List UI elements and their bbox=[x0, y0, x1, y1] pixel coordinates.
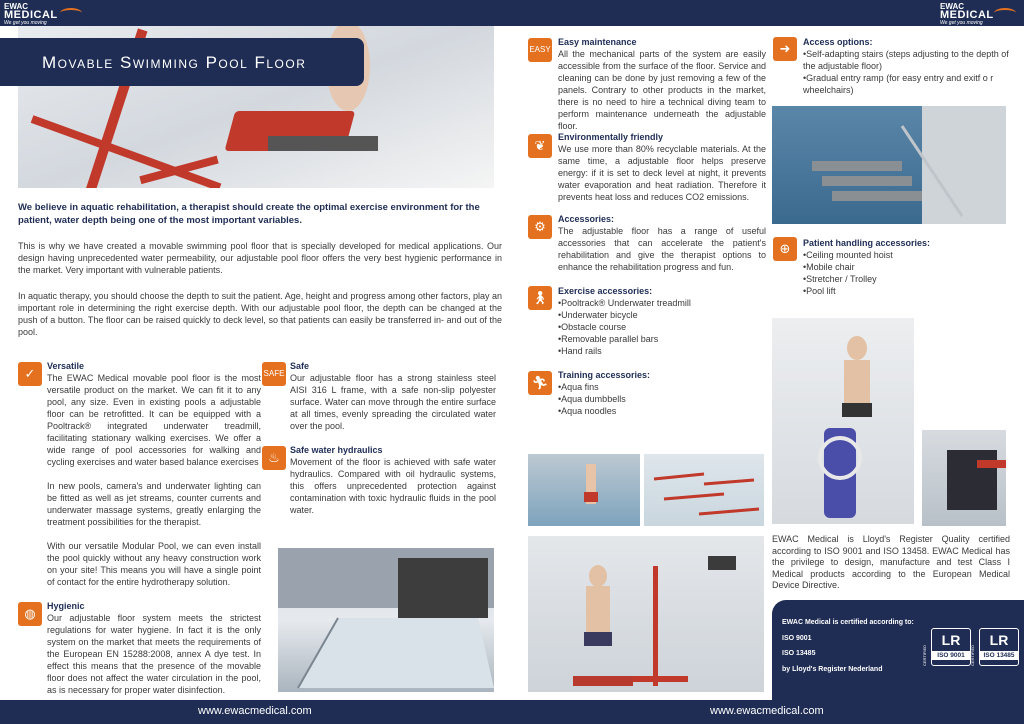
walking-icon: 🚶︎ bbox=[528, 286, 552, 310]
logo-tagline: We get you moving bbox=[4, 20, 47, 26]
running-icon: 🏃︎ bbox=[528, 371, 552, 395]
list-item: • Aqua noodles bbox=[558, 405, 768, 417]
safe-title: Safe bbox=[290, 361, 310, 371]
exercise-title: Exercise accessories: bbox=[558, 286, 653, 296]
list-item: • Underwater bicycle bbox=[558, 309, 768, 321]
access-arrow-icon: ➜ bbox=[773, 37, 797, 61]
logo-tagline: We get you moving bbox=[940, 20, 983, 26]
logo-brand: MEDICAL bbox=[940, 9, 994, 21]
parallel-bar-illustration bbox=[528, 536, 764, 692]
hydraulics-text: Movement of the floor is achieved with safe water hydraulics. Compared with oil hydraulic systems, this offers unprecedented protection against contamination with toxic hydraulic fluids in the pool water. bbox=[290, 457, 496, 515]
lr-logo-icon: LR bbox=[941, 632, 961, 648]
list-item: • Pooltrack® Underwater treadmill bbox=[558, 297, 768, 309]
training-title: Training accessories: bbox=[558, 370, 651, 380]
underwater-bicycle-photo bbox=[772, 318, 914, 524]
logo-swoosh-icon bbox=[60, 8, 82, 18]
cert-by: by Lloyd's Register Nederland bbox=[782, 666, 883, 673]
logo-name: EWAC bbox=[940, 2, 964, 11]
list-item: • Self-adapting stairs (steps adjusting to the depth of the adjustable floor) bbox=[803, 48, 1015, 72]
list-item: • Gradual entry ramp (for easy entry and exitf o r wheelchairs) bbox=[803, 72, 1015, 96]
quality-statement: EWAC Medical is Lloyd's Register Quality certified according to ISO 9001 and ISO 13458. EWAC Medical has the privilege to design, manufacture and test Class I Medical products according to the European Medical Device Directive. bbox=[772, 534, 1010, 590]
hygienic-icon: ◍ bbox=[18, 602, 42, 626]
list-item: • Aqua fins bbox=[558, 381, 768, 393]
badge-iso9001-group bbox=[922, 628, 971, 666]
footer-url-left[interactable]: www.ewacmedical.com bbox=[198, 705, 312, 717]
closeup-photo bbox=[922, 430, 1006, 526]
intro-lead: We believe in aquatic rehabilitation, a therapist should create the optimal exercise environment for the patient, water depth being one of the most important variables. bbox=[18, 202, 480, 226]
access-title: Access options: bbox=[803, 37, 873, 47]
footer-bar bbox=[0, 700, 1024, 724]
page-title: Movable Swimming Pool Floor bbox=[42, 53, 307, 72]
list-item: • Stretcher / Trolley bbox=[803, 273, 1015, 285]
parallel-bar-photo bbox=[528, 536, 764, 692]
versatile-paragraph-3: With our versatile Modular Pool, we can even install the pool quickly without any heavy construction work on your site! This means you will have a single point of contact for the entire hydrotherapy solution. bbox=[47, 541, 261, 587]
obstacle-course-photo bbox=[644, 454, 764, 526]
footer-url-right[interactable]: www.ewacmedical.com bbox=[710, 705, 824, 717]
accessories-title: Accessories: bbox=[558, 214, 615, 224]
easy-maintenance-icon: EASY bbox=[528, 38, 552, 62]
cert-iso-13485: ISO 13485 bbox=[782, 650, 816, 657]
maintenance-title: Easy maintenance bbox=[558, 37, 637, 47]
list-item: • Ceiling mounted hoist bbox=[803, 249, 1015, 261]
list-item: • Pool lift bbox=[803, 285, 1015, 297]
obstacle-illustration bbox=[644, 454, 764, 526]
eco-hand-icon: ❦ bbox=[528, 134, 552, 158]
badge-iso13485-group bbox=[970, 628, 1019, 666]
certified-label: CERTIFIED bbox=[922, 644, 927, 666]
versatile-paragraph-2: In new pools, camera's and underwater lighting can be fitted as well as jet streams, counter currents and underwater massage systems, greatly enlarging the treatment possibilities for the therapist. bbox=[47, 481, 261, 527]
list-item: • Mobile chair bbox=[803, 261, 1015, 273]
intro-paragraph-1: This is why we have created a movable swimming pool floor that is specially developed for medical applications. Our design having unprecedented water permeability, our adjustable pool floor offers the very best hygienic performance in the market. Very important with vulnerable patients. bbox=[18, 241, 502, 275]
versatile-icon: ✓ bbox=[18, 362, 42, 386]
hygienic-title: Hygienic bbox=[47, 601, 85, 611]
list-item: • Hand rails bbox=[558, 345, 768, 357]
list-item: • Aqua dumbbells bbox=[558, 393, 768, 405]
stairs-illustration bbox=[772, 106, 1006, 224]
handling-list bbox=[803, 249, 1015, 297]
safe-text: Our adjustable floor has a strong stainless steel AISI 316 L frame, with a safe non-slip polyester surface. Water can move through the entire surface at all times, evenly spreading the circulated water over the pool. bbox=[290, 373, 496, 431]
closeup-illustration bbox=[922, 430, 1006, 526]
versatile-paragraph-1: The EWAC Medical movable pool floor is the most versatile product on the market. We can fit it to any pool, any size. Even in existing pools a adjustable floor can be retrofitted. It can be equipped with a Pooltrack® integrated underwater treadmill, facilitating stationary walking exercises. We offer a wide range of pool accessories for walking and cycling exercises and water based balance exercises bbox=[47, 373, 261, 467]
underwater-treadmill-photo bbox=[528, 454, 640, 526]
exercise-list bbox=[558, 297, 768, 357]
lloyds-register-iso9001-badge bbox=[931, 628, 971, 666]
lr-logo-icon: LR bbox=[989, 632, 1009, 648]
accessories-icon: ⚙ bbox=[528, 215, 552, 239]
treadmill-illustration bbox=[528, 454, 640, 526]
cert-iso-9001: ISO 9001 bbox=[782, 635, 812, 642]
safe-icon: SAFE bbox=[262, 362, 286, 386]
pool-room-illustration bbox=[278, 548, 494, 692]
badge-label: ISO 9001 bbox=[932, 651, 970, 660]
eco-text: We use more than 80% recyclable materials. At the same time, a adjustable floor helps preserve energy: if it is set to deck level at night, it prevents water evaporation and heat radiation. Therefore it prevents heat loss and reduces CO2 emissions. bbox=[558, 144, 766, 202]
access-list bbox=[803, 48, 1015, 96]
ewac-logo-right bbox=[940, 3, 994, 27]
maintenance-text: All the mechanical parts of the system are easily accessible from the surface of the floor. Service and cleaning can be done by just removing a few of the panels. Contrary to other products in the market, there is no need to hire a technical diving team to perform maintenance underneath the adjustable floor. bbox=[558, 49, 766, 131]
cert-heading: EWAC Medical is certified according to: bbox=[782, 619, 914, 626]
certified-label: CERTIFIED bbox=[970, 644, 975, 666]
badge-label: ISO 13485 bbox=[980, 651, 1018, 660]
handling-title: Patient handling accessories: bbox=[803, 238, 931, 248]
hydraulics-title: Safe water hydraulics bbox=[290, 445, 383, 455]
water-tap-icon: ♨ bbox=[262, 446, 286, 470]
list-item: • Obstacle course bbox=[558, 321, 768, 333]
intro-paragraph-2: In aquatic therapy, you should choose the depth to suit the patient. Age, height and progress among other factors, play an important role in determining the right exercise depth. With our adjustable pool floor, the depth can be changed at the push of a button. The floor can be raised quickly to deck level, so that patients can easily be transferred in- and out of the pool. bbox=[18, 291, 502, 337]
list-item: • Removable parallel bars bbox=[558, 333, 768, 345]
hygienic-text: Our adjustable floor system meets the strictest regulations for water hygiene. In fact it is the only system on the market that meets the requirements of the European EN 15288:2008, annex A dye test. In effect this means that the presence of the movable floor does not affect the water circulation in the pool, as is necessary for proper water disinfection. bbox=[47, 613, 261, 695]
header-bar bbox=[0, 0, 1024, 26]
bicycle-illustration bbox=[772, 318, 914, 524]
patient-handling-icon: ⊕ bbox=[773, 237, 797, 261]
ewac-logo-left bbox=[4, 3, 58, 27]
training-list bbox=[558, 381, 768, 417]
logo-swoosh-icon bbox=[994, 8, 1016, 18]
eco-title: Environmentally friendly bbox=[558, 132, 664, 142]
pool-room-photo bbox=[278, 548, 494, 692]
accessories-text: The adjustable floor has a range of useful accessories that can accelerate the patient's rehabilitation and give the therapist options to enhance the rehabilitation progress and fun. bbox=[558, 226, 766, 272]
versatile-title: Versatile bbox=[47, 361, 85, 371]
logo-brand: MEDICAL bbox=[4, 9, 58, 21]
lloyds-register-iso13485-badge bbox=[979, 628, 1019, 666]
logo-name: EWAC bbox=[4, 2, 28, 11]
stairs-photo bbox=[772, 106, 1006, 224]
